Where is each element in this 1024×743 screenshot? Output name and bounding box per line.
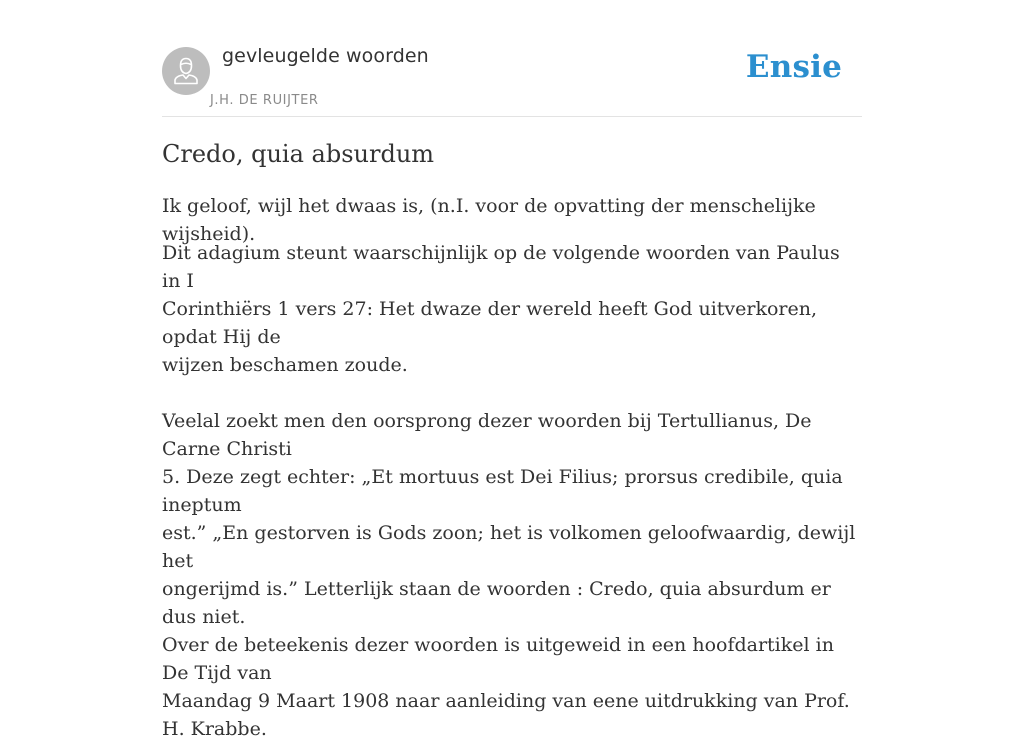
article-paragraph-2: Dit adagium steunt waarschijnlijk op de volgende woorden van Paulus in I Corinthiërs 1 vers 27: Het dwaze der wereld heeft God uitverkoren, opdat Hij de wijzen beschamen zoude. Veelal zoekt men den oorsprong dezer woorden bij Tertullianus, De Carne Christi 5. Deze zegt echter: „Et mortuus est Dei Filius; prorsus credibile, quia ineptum est.” „En gestorven is Gods zoon; het is volkomen geloofwaardig, dewijl het ongerijmd is.” Letterlijk staan de woorden : Credo, quia absurdum er dus niet. Over de beteekenis dezer woorden is uitgeweid in een hoofdartikel in De Tijd van Maandag 9 Maart 1908 naar aanleiding van eene uitdrukking van Prof. H. Krabbe. <box>162 242 856 740</box>
page <box>162 0 862 740</box>
author-name[interactable]: J.H. DE RUIJTER <box>210 93 319 108</box>
publication-title[interactable]: gevleugelde woorden <box>222 45 429 67</box>
header <box>162 0 862 117</box>
article-title: Credo, quia absurdum <box>162 140 435 168</box>
site-logo[interactable]: Ensie <box>745 49 842 85</box>
article-paragraph-1: Ik geloof, wijl het dwaas is, (n.I. voor de opvatting der menschelijke wijsheid). <box>162 195 816 245</box>
avatar[interactable] <box>162 47 210 95</box>
user-placeholder-icon <box>162 47 210 95</box>
